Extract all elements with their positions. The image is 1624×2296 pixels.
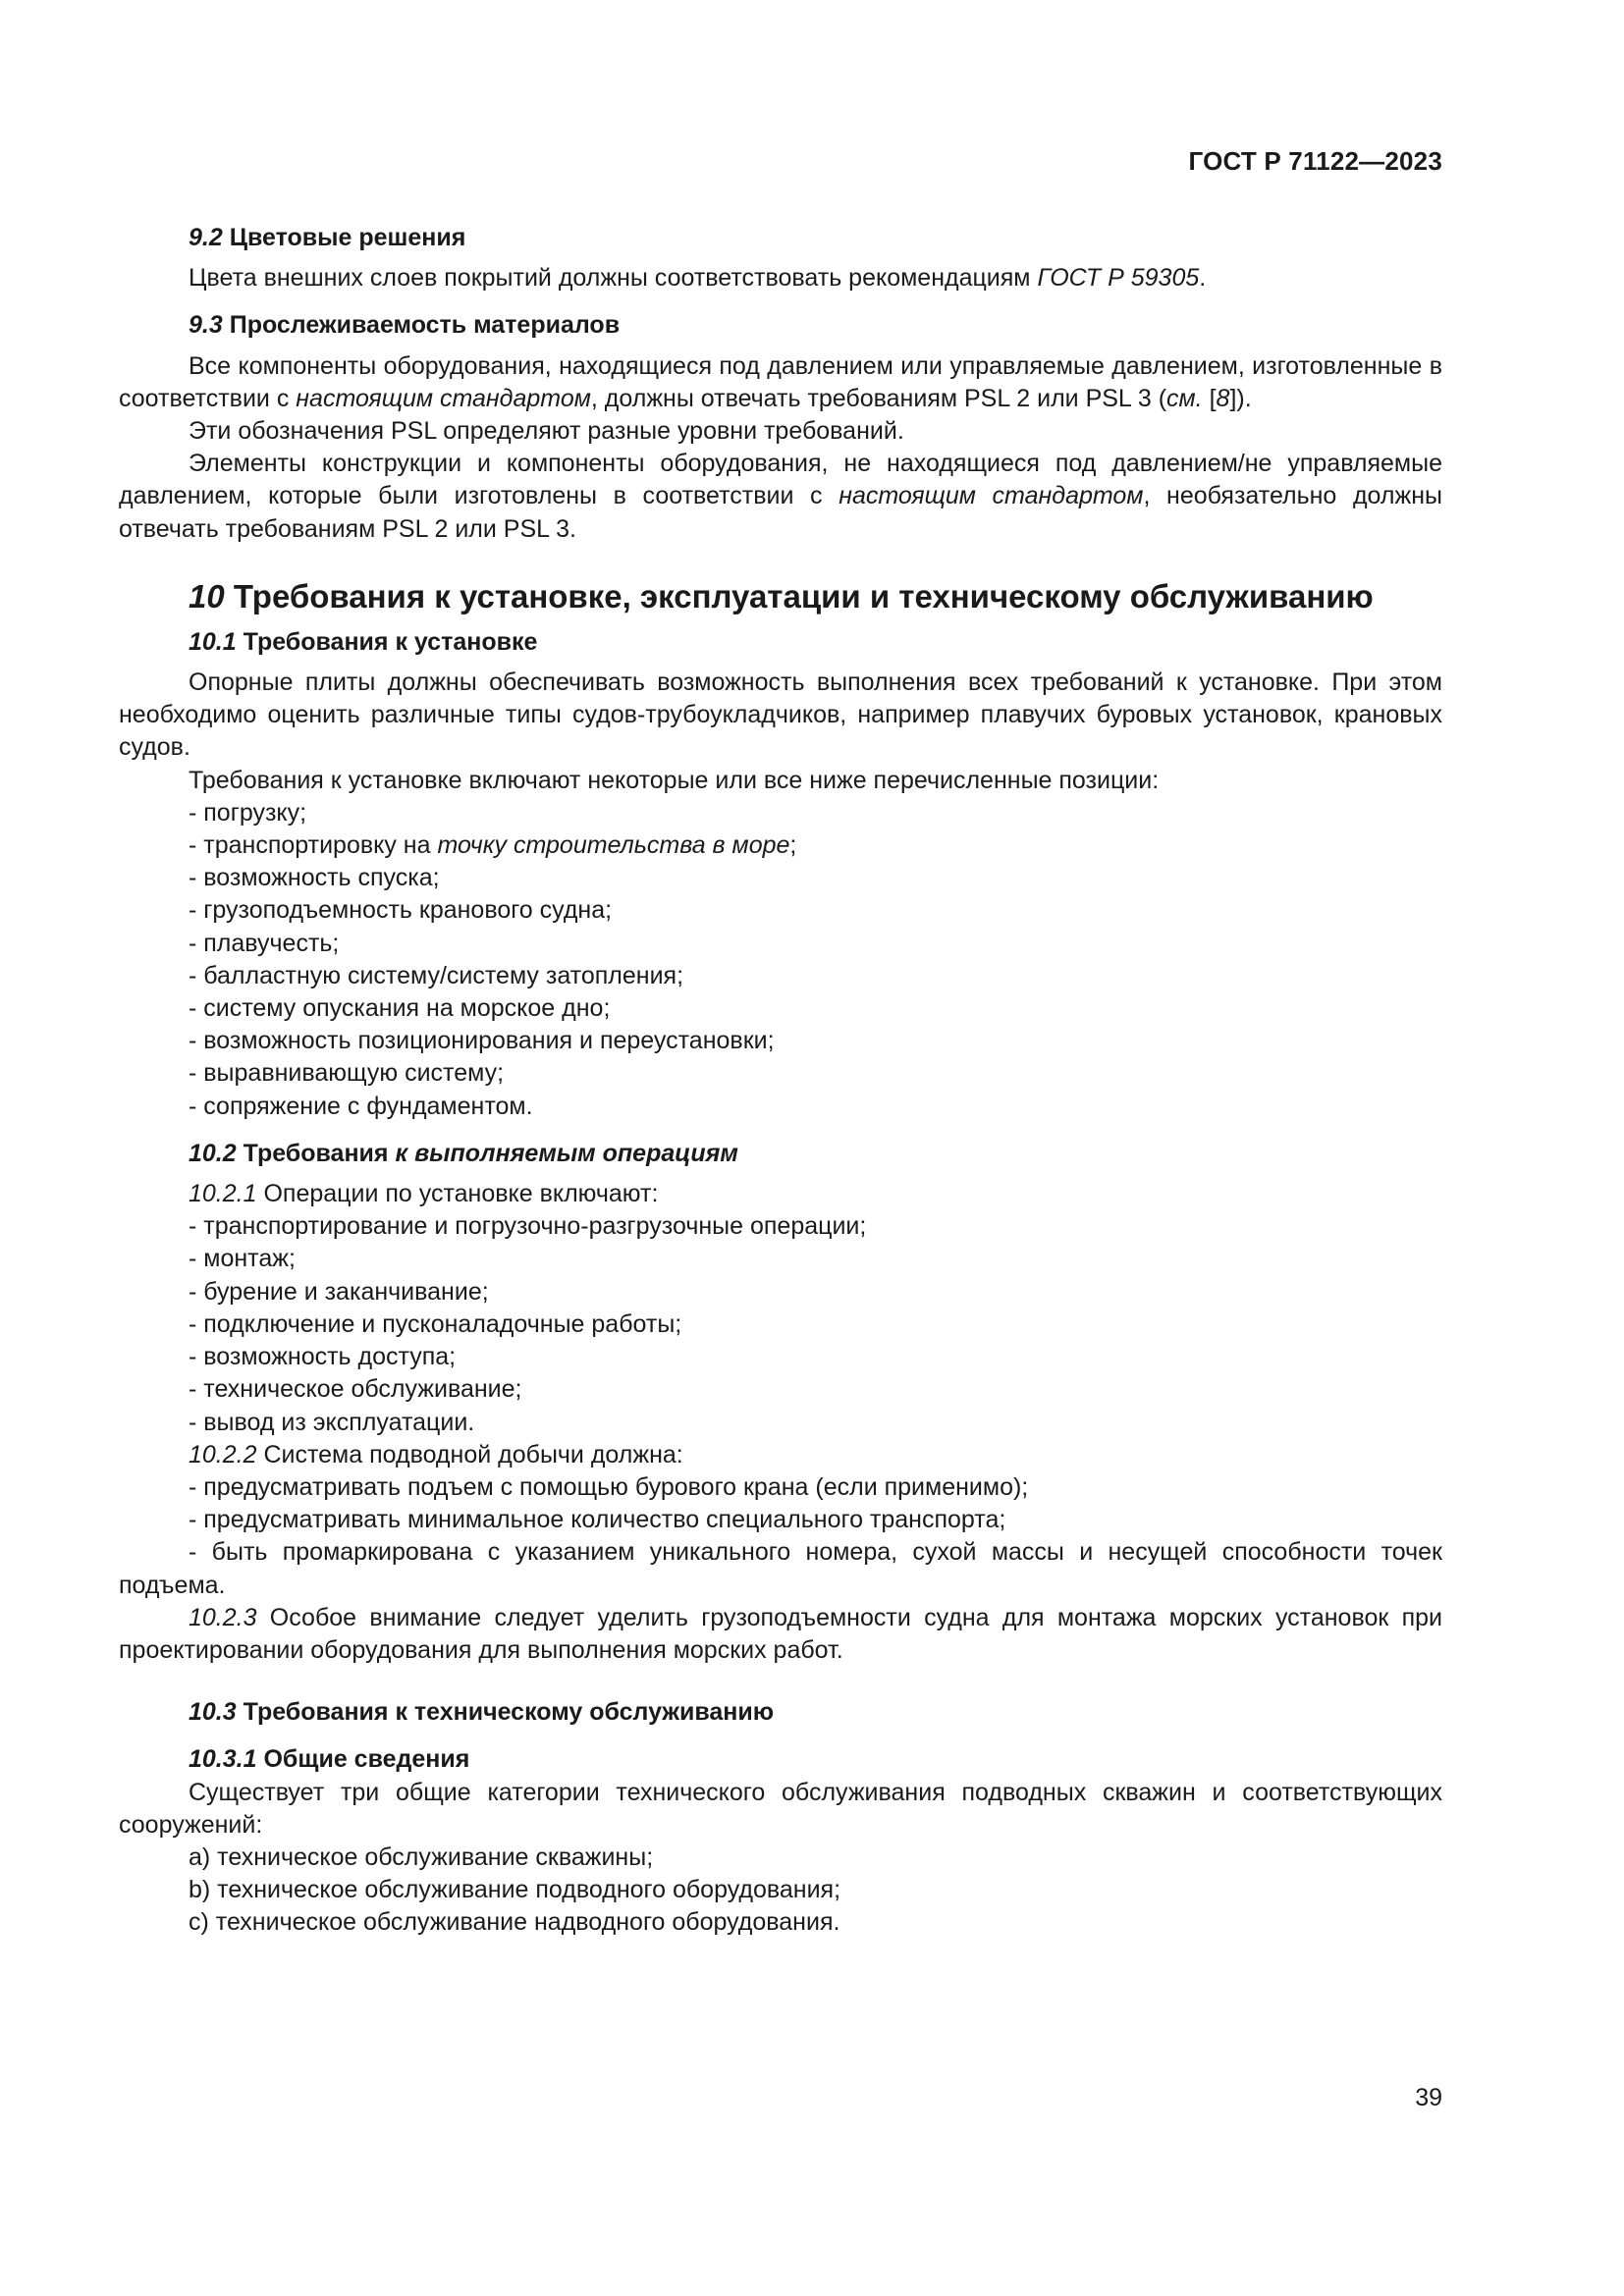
list-item: b) техническое обслуживание подводного оборудования;: [189, 1876, 841, 1904]
list-item: c) техническое обслуживание надводного оборудования.: [189, 1908, 840, 1937]
list-item: [189, 829, 1442, 862]
production-system-list: [119, 1471, 1442, 1536]
paragraph: [119, 448, 1442, 546]
maintenance-categories-list: [119, 1842, 1442, 1940]
subsection-number: 10.2.3: [189, 1603, 257, 1631]
subsection-10-2-3: [119, 1602, 1442, 1667]
section-heading-10-2: [119, 1138, 1442, 1170]
list-item: - вывод из эксплуатации.: [189, 1408, 475, 1436]
section-heading-10-3: [119, 1696, 1442, 1729]
paragraph-text: , необязательно должны отвечать требованиям PSL 2 или PSL 3.: [119, 482, 1442, 543]
list-item: - подключение и пусконаладочные работы;: [189, 1309, 682, 1338]
paragraph-text: ]).: [1229, 384, 1252, 412]
section-heading-9-2: [119, 222, 1442, 254]
section-number: 10.3: [189, 1698, 237, 1727]
list-item: - выравнивающую систему;: [189, 1059, 505, 1088]
installation-requirements-list: [119, 797, 1442, 1123]
subsection-number: 10.3.1: [189, 1745, 257, 1774]
list-item-text: - транспортировку на: [189, 831, 438, 860]
list-item: - грузоподъемность кранового судна;: [189, 896, 613, 925]
subsection-number: 10.2.2: [189, 1440, 257, 1468]
section-number: 9.3: [189, 311, 223, 340]
paragraph: Эти обозначения PSL определяют разные уровни требований.: [189, 417, 904, 446]
section-title: Цветовые решения: [229, 224, 466, 251]
list-item: - сопряжение с фундаментом.: [189, 1092, 533, 1120]
paragraph: Существует три общие категории технического обслуживания подводных скважин и соответствующих сооружений:: [119, 1778, 1442, 1839]
list-item: - плавучесть;: [189, 929, 340, 957]
paragraph-text: , должны отвечать требованиям PSL 2 или PSL 3 (: [590, 384, 1167, 412]
italic-term: точку строительства в море: [437, 831, 790, 860]
list-item: - балластную систему/систему затопления;: [189, 961, 684, 989]
paragraph-text: Элементы конструкции и компоненты оборудования, не находящиеся под давлением/не управляемые давлением, которые были изготовлены в соответствии с: [119, 450, 1442, 510]
bibliography-reference: 8: [1216, 384, 1230, 412]
list-item: - монтаж;: [189, 1245, 296, 1273]
paragraph: [119, 350, 1442, 415]
list-item: - бурение и заканчивание;: [189, 1277, 489, 1306]
section-heading-10: [119, 575, 1442, 618]
section-title: Требования к установке, эксплуатации и техническому обслуживанию: [233, 577, 1374, 614]
subsection-heading-10-3-1: [119, 1743, 1442, 1776]
italic-term: см.: [1166, 384, 1203, 412]
list-item: - быть промаркирована с указанием уникального номера, сухой массы и несущей способности точек подъема.: [119, 1538, 1442, 1599]
paragraph-text: Операции по установке включают:: [256, 1180, 659, 1208]
section-title: Прослеживаемость материалов: [229, 311, 621, 340]
list-item: - возможность доступа;: [189, 1343, 457, 1371]
paragraph: Опорные плиты должны обеспечивать возможность выполнения всех требований к установке. При этом необходимо оценить различные типы судов-трубоукладчиков, например плавучих буровых установок, крановых судов.: [119, 668, 1442, 762]
section-heading-9-3: [119, 309, 1442, 342]
section-number: 10.1: [189, 627, 237, 656]
section-title-italic: к выполняемым операциям: [395, 1139, 738, 1167]
operations-list: [119, 1210, 1442, 1438]
list-item: - техническое обслуживание;: [189, 1375, 522, 1404]
section-title: Требования к установке: [243, 627, 538, 656]
page-content: [119, 222, 1442, 1940]
paragraph: [119, 262, 1442, 294]
list-item: a) техническое обслуживание скважины;: [189, 1842, 654, 1871]
page-number: 39: [1415, 2084, 1442, 2111]
section-title: Требования к техническому обслуживанию: [243, 1698, 775, 1727]
paragraph-text: Система подводной добычи должна:: [256, 1440, 683, 1468]
italic-term: настоящим стандартом: [839, 482, 1144, 510]
subsection-title: Общие сведения: [263, 1745, 470, 1774]
paragraph-text: [: [1202, 384, 1217, 412]
subsection-number: 10.2.1: [189, 1180, 257, 1208]
list-item: - возможность спуска;: [189, 864, 440, 892]
section-number: 10.2: [189, 1139, 237, 1167]
list-item: - погрузку;: [189, 798, 307, 827]
paragraph-text: Особое внимание следует уделить грузоподъемности судна для монтажа морских установок при проектировании оборудования для выполнения морских работ.: [119, 1603, 1442, 1664]
list-item: - систему опускания на морское дно;: [189, 994, 611, 1023]
list-item-text: ;: [789, 831, 797, 860]
list-item: - возможность позиционирования и переустановки;: [189, 1027, 775, 1055]
italic-term: настоящим стандартом: [296, 384, 591, 412]
paragraph-text: Цвета внешних слоев покрытий должны соответствовать рекомендациям: [189, 264, 1038, 293]
list-item: - предусматривать подъем с помощью бурового крана (если применимо);: [189, 1472, 1029, 1501]
subsection-10-2-1: [119, 1178, 1442, 1210]
section-heading-10-1: [119, 626, 1442, 659]
list-item: - транспортирование и погрузочно-разгрузочные операции;: [189, 1212, 867, 1241]
paragraph: Требования к установке включают некоторые или все ниже перечисленные позиции:: [189, 766, 1160, 794]
subsection-10-2-2: [119, 1439, 1442, 1471]
standard-reference: ГОСТ Р 59305: [1037, 264, 1200, 293]
document-code: ГОСТ Р 71122—2023: [1188, 146, 1442, 176]
paragraph-text: Все компоненты оборудования, находящиеся под давлением или управляемые давлением, изготовленные в соответствии с: [119, 351, 1442, 412]
section-title: Требования: [243, 1139, 396, 1167]
list-item: - предусматривать минимальное количество специального транспорта;: [189, 1506, 1006, 1534]
section-number: 9.2: [189, 224, 223, 251]
paragraph-text: .: [1199, 264, 1207, 293]
section-number: 10: [189, 577, 225, 614]
